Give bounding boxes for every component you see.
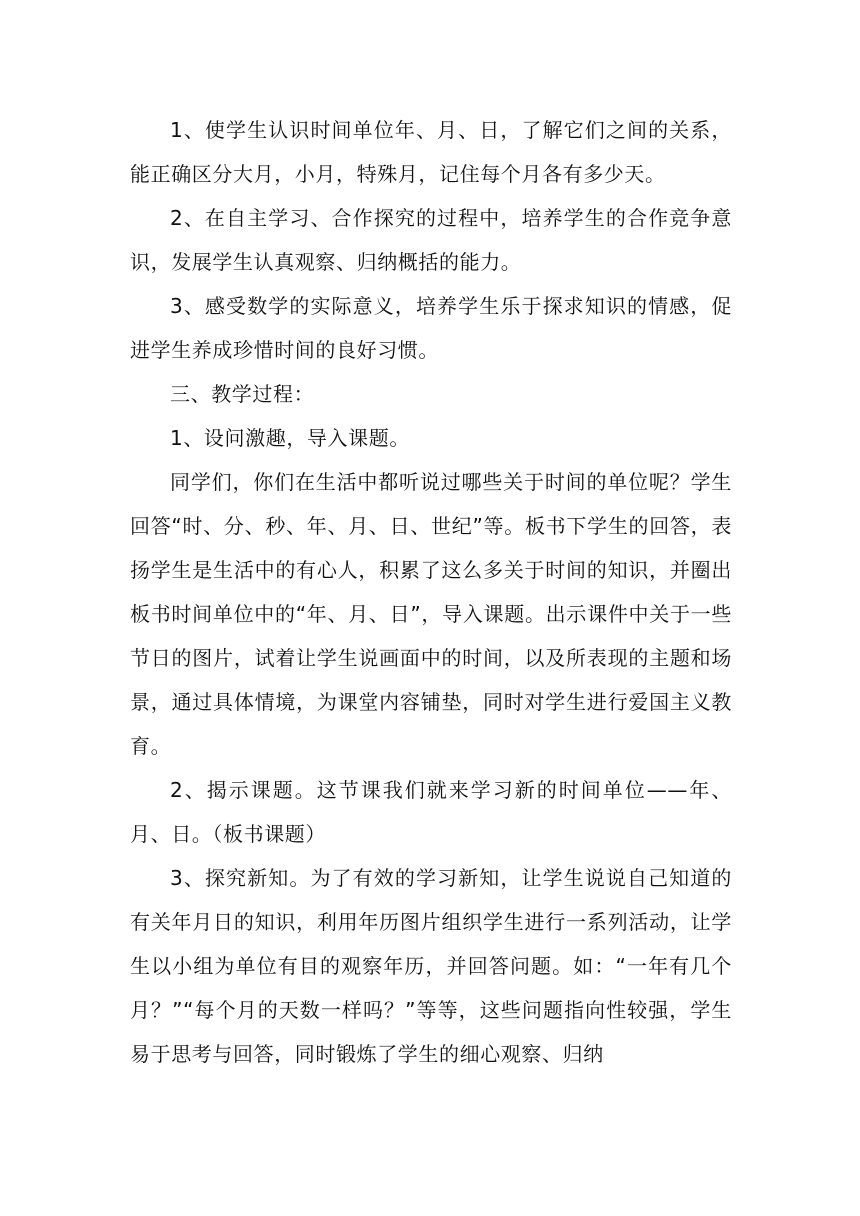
body-paragraph-intro: 同学们，你们在生活中都听说过哪些关于时间的单位呢？学生回答“时、分、秒、年、月、日、世纪”等。板书下学生的回答，表扬学生是生活中的有心人，积累了这么多关于时间的知识，并圈出板书时间单位中的“年、月、日”，导入课题。出示课件中关于一些节日的图片，试着让学生说画面中的时间，以及所表现的主题和场景，通过具体情境，为课堂内容铺垫，同时对学生进行爱国主义教育。 [130, 470, 732, 758]
body-paragraph-explore: 3、探究新知。为了有效的学习新知，让学生说说自己知道的有关年月日的知识，利用年历图片组织学生进行一系列活动，让学生以小组为单位有目的观察年历，并回答问题。如：“一年有几个月？”“每个月的天数一样吗？”等等，这些问题指向性较强，学生易于思考与回答，同时锻炼了学生的细心观察、归纳 [130, 866, 732, 1066]
objective-paragraph-3: 3、感受数学的实际意义，培养学生乐于探求知识的情感，促进学生养成珍惜时间的良好习惯。 [130, 294, 732, 362]
objective-paragraph-1: 1、使学生认识时间单位年、月、日，了解它们之间的关系，能正确区分大月，小月，特殊月，记住每个月各有多少天。 [130, 118, 732, 186]
step-heading-1: 1、设问激趣，导入课题。 [170, 426, 410, 450]
document-body [130, 108, 732, 1076]
objective-paragraph-2: 2、在自主学习、合作探究的过程中，培养学生的合作竞争意识，发展学生认真观察、归纳概括的能力。 [130, 206, 732, 274]
section-heading-teaching-process: 三、教学过程： [170, 382, 315, 406]
body-paragraph-topic: 2、揭示课题。这节课我们就来学习新的时间单位——年、月、日。（板书课题） [130, 778, 732, 846]
